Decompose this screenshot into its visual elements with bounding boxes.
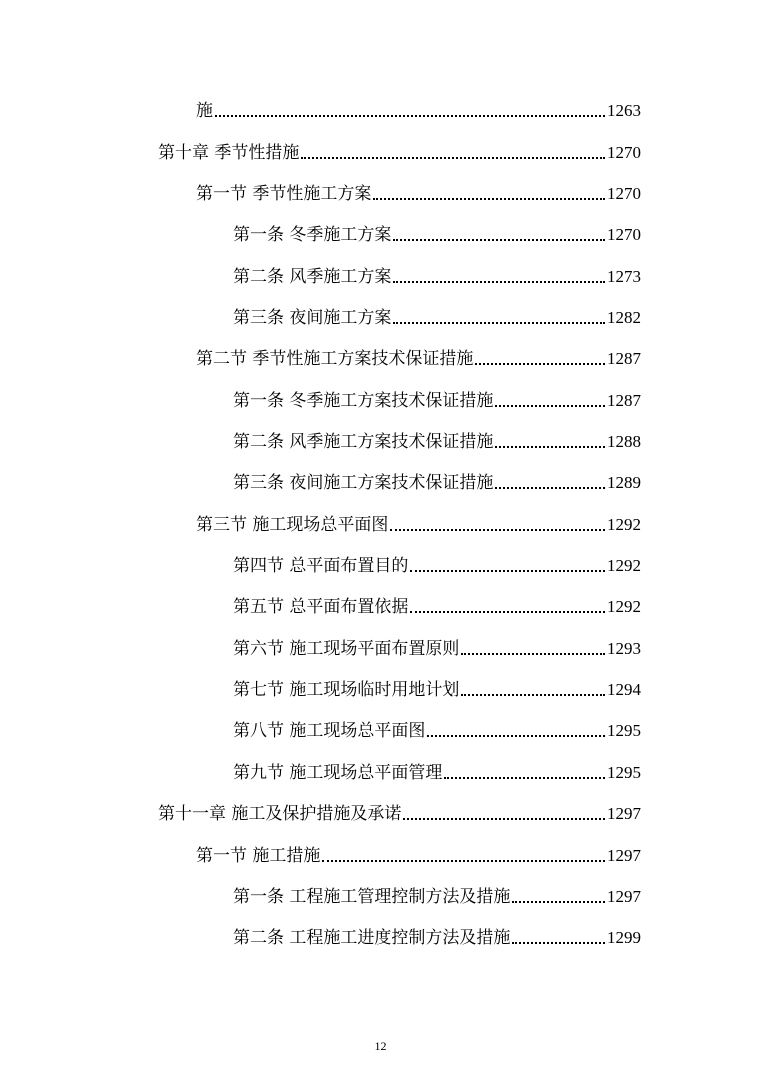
toc-entry-page: 1294: [607, 680, 641, 699]
toc-entry-label: 第三节 施工现场总平面图: [196, 515, 389, 535]
dot-leader: [410, 570, 605, 572]
toc-entry-page: 1297: [607, 887, 641, 906]
toc-entry-page: 1297: [607, 846, 641, 865]
toc-entry-label: 第一条 冬季施工方案: [233, 225, 392, 245]
toc-entry-page: 1295: [607, 721, 641, 740]
toc-entry-article[interactable]: [233, 883, 641, 907]
dot-leader: [461, 653, 605, 655]
dot-leader: [215, 115, 605, 117]
toc-entry-label: 第六节 施工现场平面布置原则: [233, 639, 460, 659]
toc-entry-label: 第七节 施工现场临时用地计划: [233, 680, 460, 700]
dot-leader: [403, 818, 605, 820]
toc-entry-page: 1282: [607, 308, 641, 327]
toc-entry-label: 第一节 季节性施工方案: [196, 184, 372, 204]
toc-entry-page: 1292: [607, 515, 641, 534]
toc-entry-page: 1287: [607, 391, 641, 410]
dot-leader: [461, 694, 605, 696]
toc-entry-page: 1270: [607, 184, 641, 203]
toc-entry-section[interactable]: [233, 717, 641, 741]
toc-entry-label: 第一节 施工措施: [196, 846, 321, 866]
toc-entry-page: 1287: [607, 349, 641, 368]
toc-entry-label: 第一条 工程施工管理控制方法及措施: [233, 887, 511, 907]
toc-entry-label: 第五节 总平面布置依据: [233, 597, 409, 617]
dot-leader: [373, 198, 605, 200]
toc-entry-article[interactable]: [233, 924, 641, 948]
toc-entry-section[interactable]: [233, 552, 641, 576]
toc-entry-label: 第十一章 施工及保护措施及承诺: [158, 804, 402, 824]
toc-entry-page: 1295: [607, 763, 641, 782]
toc-entry-page: 1273: [607, 267, 641, 286]
toc-entry-article[interactable]: [233, 469, 641, 493]
toc-entry-page: 1293: [607, 639, 641, 658]
toc-entry-page: 1289: [607, 473, 641, 492]
dot-leader: [301, 157, 605, 159]
toc-entry-section[interactable]: [233, 635, 641, 659]
toc-entry-label: 第四节 总平面布置目的: [233, 556, 409, 576]
toc-entry-chapter[interactable]: [158, 800, 641, 824]
page-number: 12: [374, 1039, 387, 1053]
toc-entry-label: 施: [196, 101, 213, 121]
dot-leader: [512, 901, 605, 903]
dot-leader: [390, 529, 605, 531]
dot-leader: [444, 777, 605, 779]
dot-leader: [410, 611, 605, 613]
toc-entry-label: 第二条 工程施工进度控制方法及措施: [233, 928, 511, 948]
toc-entry-page: 1263: [607, 101, 641, 120]
toc-entry-chapter[interactable]: [158, 139, 641, 163]
dot-leader: [475, 363, 605, 365]
toc-entry-section[interactable]: [196, 511, 641, 535]
toc-entry-page: 1270: [607, 143, 641, 162]
dot-leader: [495, 487, 605, 489]
toc-entry-page: 1297: [607, 804, 641, 823]
dot-leader: [495, 405, 605, 407]
dot-leader: [393, 281, 605, 283]
toc-entry-article[interactable]: [233, 304, 641, 328]
toc-entry-label: 第二节 季节性施工方案技术保证措施: [196, 349, 474, 369]
toc-entry-section[interactable]: [196, 180, 641, 204]
dot-leader: [427, 735, 605, 737]
toc-entry-page: 1288: [607, 432, 641, 451]
toc-entry-label: 第二条 风季施工方案技术保证措施: [233, 432, 494, 452]
toc-entry-section[interactable]: [196, 842, 641, 866]
toc-entry-page: 1270: [607, 225, 641, 244]
toc-entry-page: 1292: [607, 556, 641, 575]
toc-entry-label: 第三条 夜间施工方案技术保证措施: [233, 473, 494, 493]
toc-entry-page: 1292: [607, 597, 641, 616]
toc-entry-section[interactable]: [233, 593, 641, 617]
toc-entry-section[interactable]: [233, 676, 641, 700]
toc-entry-label: 第一条 冬季施工方案技术保证措施: [233, 391, 494, 411]
toc-entry-article[interactable]: [233, 428, 641, 452]
toc-entry-article[interactable]: [233, 387, 641, 411]
toc-entry-page: 1299: [607, 928, 641, 947]
toc-entry-article[interactable]: [233, 263, 641, 287]
toc-entry-label: 第二条 风季施工方案: [233, 267, 392, 287]
toc-entry-label: 第八节 施工现场总平面图: [233, 721, 426, 741]
toc-entry[interactable]: [196, 97, 641, 121]
toc-entry-label: 第九节 施工现场总平面管理: [233, 763, 443, 783]
toc-entry-label: 第十章 季节性措施: [158, 143, 300, 163]
dot-leader: [393, 239, 605, 241]
dot-leader: [393, 322, 605, 324]
dot-leader: [322, 860, 605, 862]
toc-entry-label: 第三条 夜间施工方案: [233, 308, 392, 328]
toc-entry-section[interactable]: [196, 345, 641, 369]
toc-entry-article[interactable]: [233, 221, 641, 245]
dot-leader: [512, 942, 605, 944]
toc-entry-section[interactable]: [233, 759, 641, 783]
dot-leader: [495, 446, 605, 448]
